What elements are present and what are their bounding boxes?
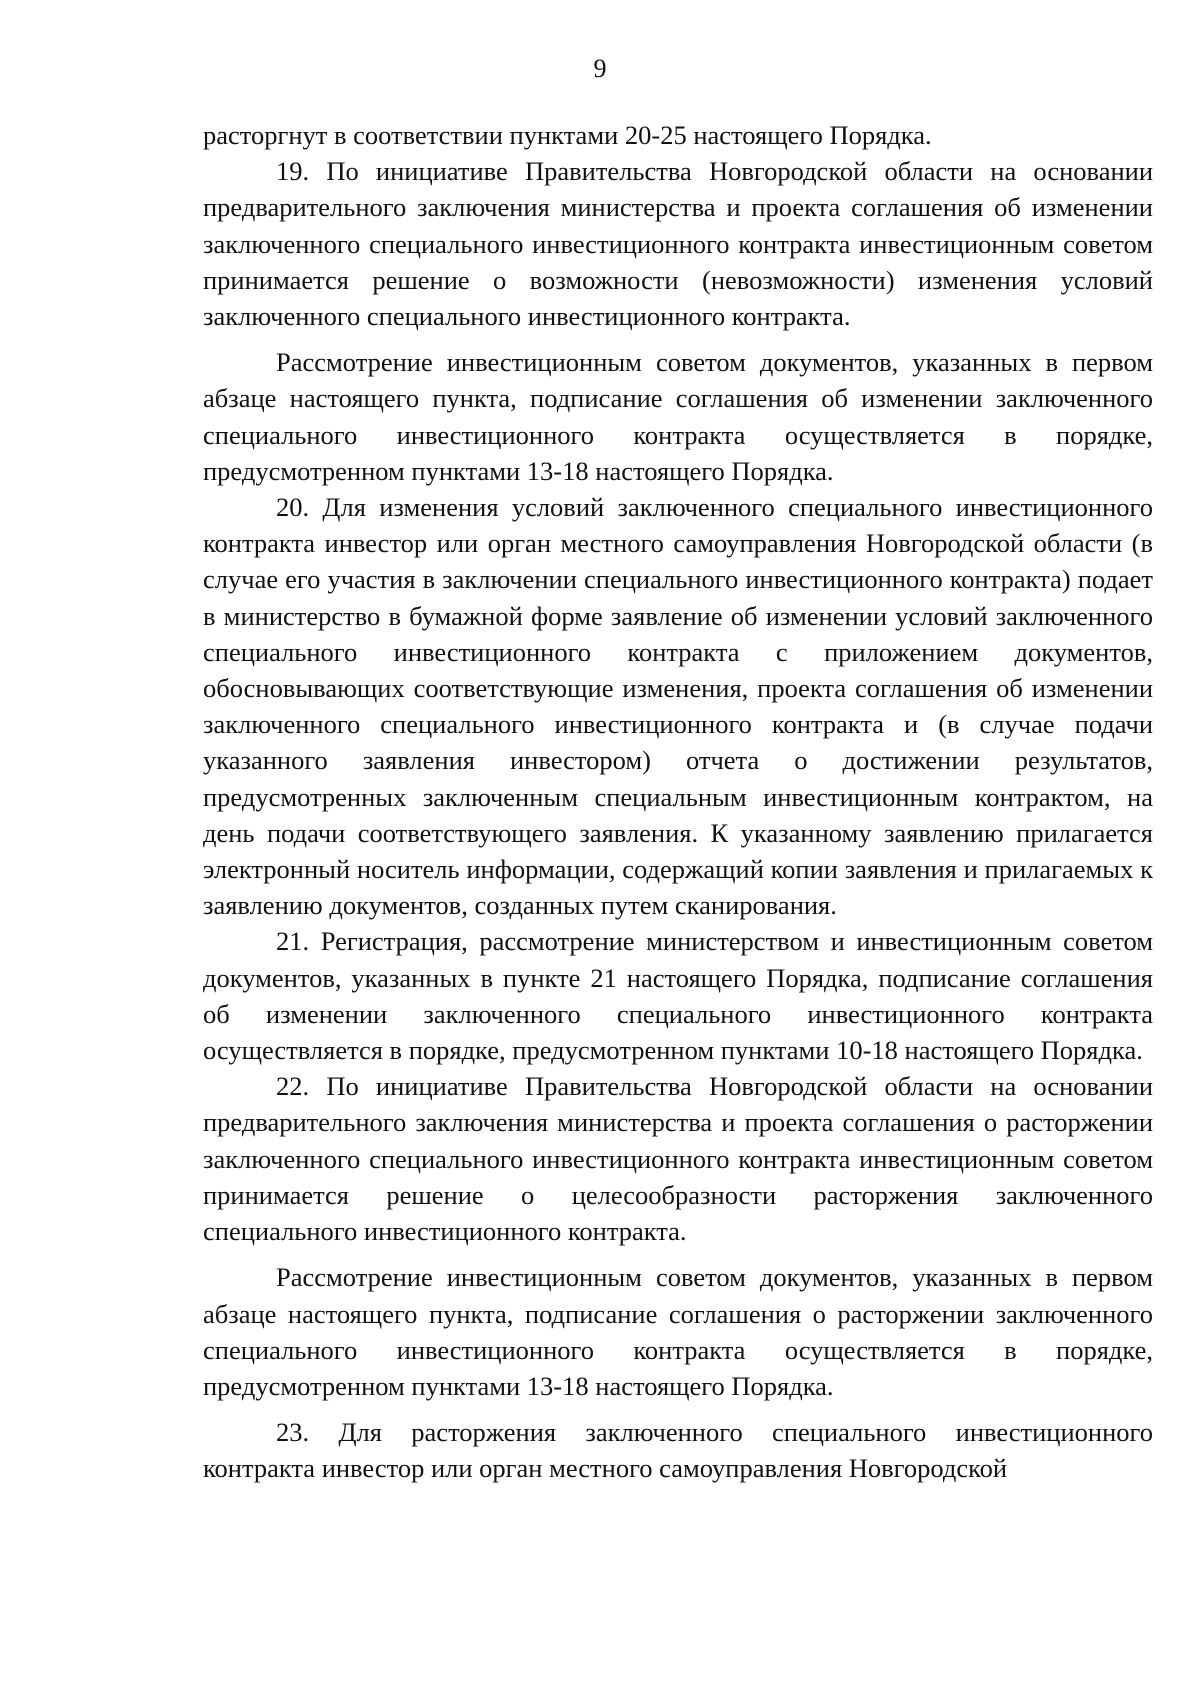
page-number: 9 <box>593 54 607 83</box>
paragraph-item-20: 20. Для изменения условий заключенного специального инвестиционного контракта инвестор или орган местного самоуправления Новгородской области (в случае его участия в заключении специального инвестиционного контракта) подает в министерство в бумажной форме заявление об изменении условий заключенного специального инвестиционного контракта с приложением документов, обосновывающих соответствующие изменения, проекта соглашения об изменении заключенного специального инвестиционного контракта и (в случае подачи указанного заявления инвестором) отчета о достижении результатов, предусмотренных заключенным специальным инвестиционным контрактом, на день подачи соответствующего заявления. К указанному заявлению прилагается электронный носитель информации, содержащий копии заявления и прилагаемых к заявлению документов, созданных путем сканирования. <box>203 492 1153 921</box>
paragraph-item-22: 22. По инициативе Правительства Новгородской области на основании предварительного заключения министерства и проекта соглашения о расторжении заключенного специального инвестиционного контракта инвестиционным советом принимается решение о целесообразности расторжения заключенного специального инвестиционного контракта. <box>203 1071 1153 1247</box>
document-body <box>203 117 1153 1487</box>
paragraph-item-19: 19. По инициативе Правительства Новгородской области на основании предварительного заключения министерства и проекта соглашения об изменении заключенного специального инвестиционного контракта инвестиционным советом принимается решение о возможности (невозможности) изменения условий заключенного специального инвестиционного контракта. <box>203 156 1153 332</box>
paragraph-item-23: 23. Для расторжения заключенного специального инвестиционного контракта инвестор или орган местного самоуправления Новгородской <box>203 1417 1153 1484</box>
paragraph-item-21: 21. Регистрация, рассмотрение министерством и инвестиционным советом документов, указанных в пункте 21 настоящего Порядка, подписание соглашения об изменении заключенного специального инвестиционного контракта осуществляется в порядке, предусмотренном пунктами 10-18 настоящего Порядка. <box>203 926 1153 1066</box>
paragraph-item-22-second: Рассмотрение инвестиционным советом документов, указанных в первом абзаце настоящего пункта, подписание соглашения о расторжении заключенного специального инвестиционного контракта осуществляется в порядке, предусмотренном пунктами 13-18 настоящего Порядка. <box>203 1262 1153 1401</box>
paragraph-continuation: расторгнут в соответствии пунктами 20-25 настоящего Порядка. <box>203 120 932 150</box>
paragraph-item-19-second: Рассмотрение инвестиционным советом документов, указанных в первом абзаце настоящего пункта, подписание соглашения об изменении заключенного специального инвестиционного контракта осуществляется в порядке, предусмотренном пунктами 13-18 настоящего Порядка. <box>203 347 1153 486</box>
